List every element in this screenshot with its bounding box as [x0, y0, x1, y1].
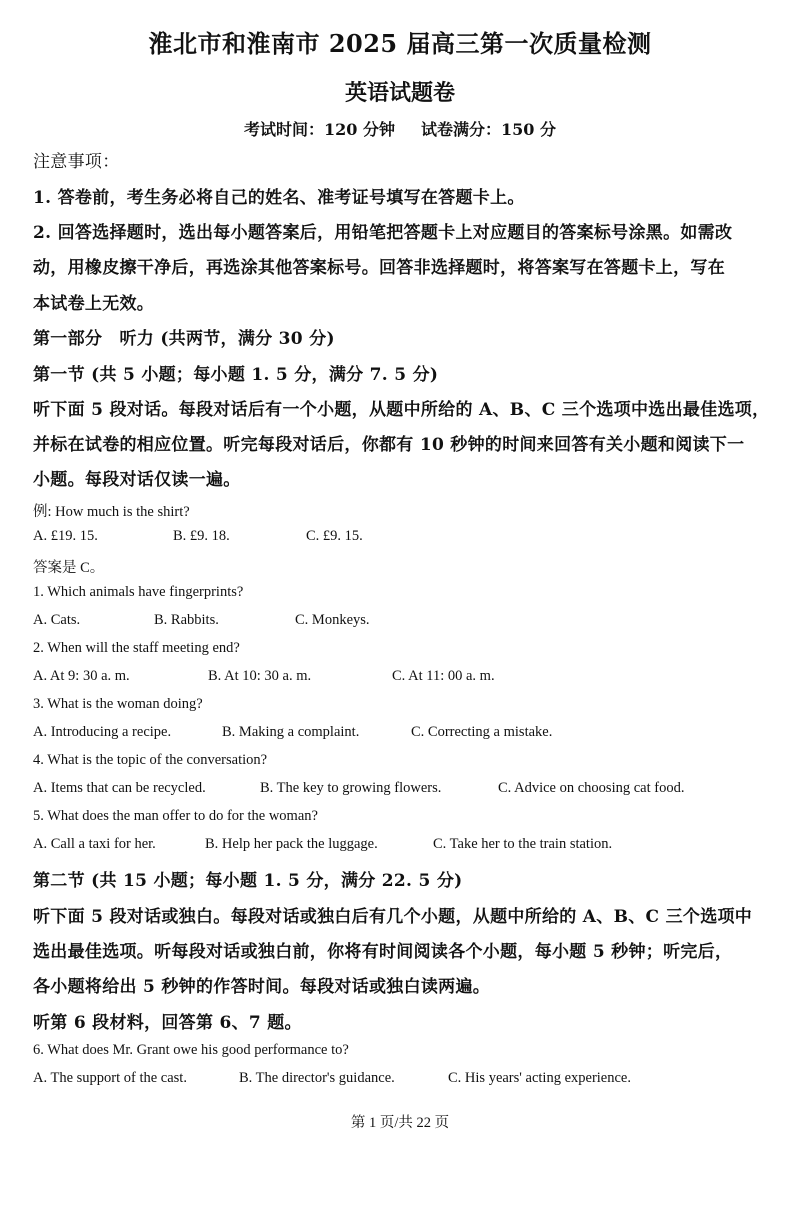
section1-instruction-line-1: 听下面 5 段对话。每段对话后有一个小题，从题中所给的 A、B、C 三个选项中选出最佳选项，: [33, 400, 770, 420]
notes-heading: 注意事项：: [33, 152, 120, 172]
example-answer: 答案是 C。: [33, 560, 105, 576]
note-item-2-line-2: 动，用橡皮擦干净后，再选涂其他答案标号。回答非选择题时，将答案写在答题卡上，写在: [33, 258, 725, 278]
question-3: 3. What is the woman doing?: [33, 696, 203, 712]
section1-heading: 第一节 (共 5 小题；每小题 1. 5 分，满分 7. 5 分): [33, 365, 439, 385]
note-item-2-line-3: 本试卷上无效。: [33, 294, 155, 314]
section2-instruction-line-2: 选出最佳选项。听每段对话或独白前，你将有时间阅读各个小题，每小题 5 秒钟；听完后，: [33, 942, 733, 962]
part1-heading: 第一部分 听力 (共两节，满分 30 分): [33, 329, 335, 349]
option-c: C. Correcting a mistake.: [411, 724, 553, 740]
page-number: 第 1 页/共 22 页: [350, 1115, 450, 1131]
option-c: C. Monkeys.: [295, 612, 370, 628]
option-b: B. The key to growing flowers.: [260, 780, 442, 796]
option-c: C. At 11: 00 a. m.: [392, 668, 495, 684]
question-3-options: [33, 724, 773, 741]
option-a: A. £19. 15.: [33, 528, 98, 544]
option-b: B. Making a complaint.: [222, 724, 360, 740]
option-c: C. £9. 15.: [306, 528, 363, 544]
option-b: B. At 10: 30 a. m.: [208, 668, 312, 684]
option-a: A. Introducing a recipe.: [33, 724, 172, 740]
section1-instruction-line-3: 小题。每段对话仅读一遍。: [33, 470, 241, 490]
option-b: B. Help her pack the luggage.: [205, 836, 378, 852]
section2-instruction-line-3: 各小题将给出 5 秒钟的作答时间。每段对话或独白读两遍。: [33, 977, 491, 997]
exam-score: 试卷满分：150 分: [421, 120, 556, 139]
question-5-options: [33, 836, 773, 853]
option-a: A. Items that can be recycled.: [33, 780, 206, 796]
option-a: A. Call a taxi for her.: [33, 836, 156, 852]
exam-info: [0, 117, 800, 140]
note-item-1: 1. 答卷前，考生务必将自己的姓名、准考证号填写在答题卡上。: [33, 188, 525, 208]
option-a: A. Cats.: [33, 612, 81, 628]
question-5: 5. What does the man offer to do for the woman?: [33, 808, 318, 824]
option-b: B. The director's guidance.: [239, 1070, 395, 1086]
exam-subtitle: 英语试题卷: [344, 80, 455, 106]
option-b: B. Rabbits.: [154, 612, 219, 628]
section1-instruction-line-2: 并标在试卷的相应位置。听完每段对话后，你都有 10 秒钟的时间来回答有关小题和阅读下一: [33, 435, 745, 455]
question-4: 4. What is the topic of the conversation?: [33, 752, 268, 768]
question-2: 2. When will the staff meeting end?: [33, 640, 240, 656]
section2-instruction-line-1: 听下面 5 段对话或独白。每段对话或独白后有几个小题，从题中所给的 A、B、C 三个选项中: [33, 907, 753, 927]
exam-time: 考试时间：120 分钟: [244, 120, 395, 139]
option-b: B. £9. 18.: [173, 528, 230, 544]
question-1-options: [33, 612, 773, 629]
question-6-options: [33, 1070, 773, 1087]
question-1: 1. Which animals have fingerprints?: [33, 584, 244, 600]
option-c: C. Take her to the train station.: [433, 836, 613, 852]
option-c: C. His years' acting experience.: [448, 1070, 631, 1086]
question-2-options: [33, 668, 773, 685]
option-c: C. Advice on choosing cat food.: [498, 780, 685, 796]
option-a: A. At 9: 30 a. m.: [33, 668, 130, 684]
question-4-options: [33, 780, 773, 797]
question-6: 6. What does Mr. Grant owe his good performance to?: [33, 1042, 349, 1058]
note-item-2-line-1: 2. 回答选择题时，选出每小题答案后，用铅笔把答题卡上对应题目的答案标号涂黑。如需改: [33, 223, 733, 243]
exam-title: 淮北市和淮南市 2025 届高三第一次质量检测: [148, 29, 652, 58]
section2-heading: 第二节 (共 15 小题；每小题 1. 5 分，满分 22. 5 分): [33, 871, 463, 891]
material-6-heading: 听第 6 段材料，回答第 6、7 题。: [33, 1013, 302, 1033]
example-options: [33, 528, 773, 545]
example-question: 例: How much is the shirt?: [33, 504, 190, 520]
option-a: A. The support of the cast.: [33, 1070, 187, 1086]
